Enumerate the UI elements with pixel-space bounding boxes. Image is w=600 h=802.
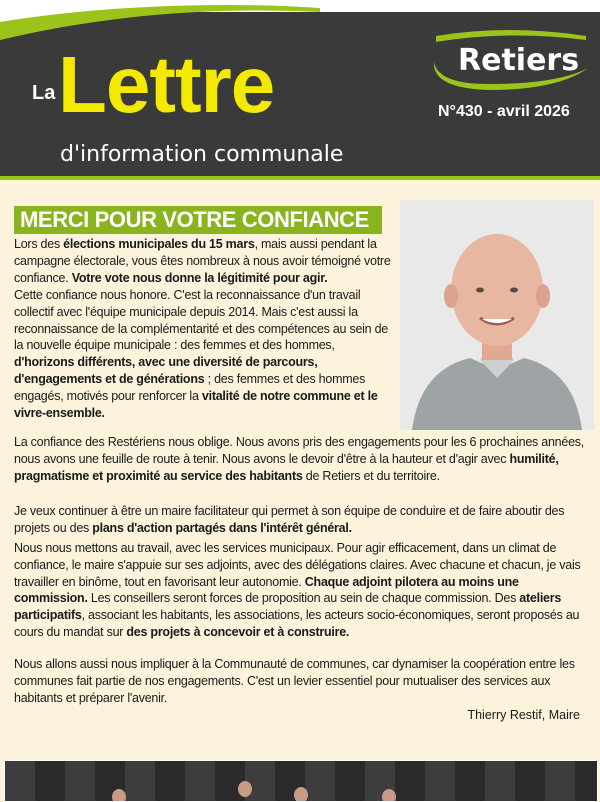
masthead-la: La [32, 82, 56, 104]
paragraph-2 [14, 287, 392, 421]
council-photo [4, 760, 598, 802]
text-run: Lors des [14, 237, 64, 251]
bold-run: Votre vote nous donne la légitimité pour agir. [71, 270, 328, 285]
paragraph-6 [14, 656, 584, 706]
bold-run: d'horizons différents, avec une diversité de parcours, d'engagements et de générations [14, 355, 318, 386]
masthead [0, 0, 600, 180]
mayor-portrait [400, 200, 594, 430]
logo-text: Retiers [458, 43, 580, 78]
text-run: ; des femmes et des hommes engagés, motivés pour renforcer la [14, 371, 366, 403]
text-run: , mais aussi pendant la campagne électorale, vous êtes nombreux à nous avoir témoigné votre confiance. [14, 237, 391, 285]
bold-run: ateliers participatifs [14, 591, 562, 623]
paragraph-1 [14, 236, 392, 286]
text-run: La confiance des Restériens nous oblige. Nous avons pris des engagements pour les 6 prochaines années, nous avons une feuille de route à tenir. Nous avons le devoir d'être à la hauteur et d'agir avec [14, 435, 585, 466]
bold-run: élections municipales du 15 mars [63, 237, 255, 251]
masthead-subtitle: d'information communale [60, 142, 344, 167]
text-run: , associant les habitants, les associations, les acteurs socio-économiques, seront proposés au cours du mandat sur [14, 608, 580, 639]
bold-run: Chaque adjoint pilotera au moins une commission. [14, 574, 519, 606]
paragraph-3 [14, 434, 584, 484]
issue-number: N°430 - avril 2026 [438, 103, 570, 120]
signature: Thierry Restif, Maire [467, 708, 580, 722]
text-run: Je veux continuer à être un maire facilitateur qui permet à son équipe de conduire et de faire aboutir des projets ou des [14, 504, 565, 535]
bold-run: vitalité de notre commune et le vivre-ensemble. [14, 388, 378, 420]
bold-run: humilité, pragmatisme et proximité au service des habitants [14, 451, 559, 483]
article-title: MERCI POUR VOTRE CONFIANCE [20, 207, 369, 232]
paragraph-4 [14, 503, 584, 537]
bold-run: des projets à concevoir et à construire. [126, 624, 350, 639]
bold-run: plans d'action partagés dans l'intérêt général. [92, 520, 352, 535]
text-run: de Retiers et du territoire. [302, 468, 440, 483]
paragraph-5 [14, 540, 584, 641]
text-run: Nous nous mettons au travail, avec les services municipaux. Pour agir efficacement, dans un climat de confiance, le maire s'appuie sur ses adjoints, avec des délégations claires. Avec chacune et chacun, je vais travailler en binôme, tout en favorisant leur autonomie. [14, 541, 581, 589]
masthead-lettre: Lettre [58, 40, 275, 129]
header-divider [0, 176, 600, 180]
text-run: Cette confiance nous honore. C'est la reconnaissance d'un travail collectif avec l'équipe municipale depuis 2014. Mais c'est aussi la reconnaissance de la complémentarité et des compétences au sein de la nouvelle équipe municipale : des femmes et des hommes, [14, 288, 389, 353]
text-run: Nous allons aussi nous impliquer à la Communauté de communes, car dynamiser la coopération entre les communes fait partie de nos engagements. C'est un levier essentiel pour mutualiser des services aux habitants et préparer l'avenir. [14, 657, 575, 705]
text-run: Les conseillers seront forces de proposition au sein de chaque commission. Des [87, 591, 520, 606]
